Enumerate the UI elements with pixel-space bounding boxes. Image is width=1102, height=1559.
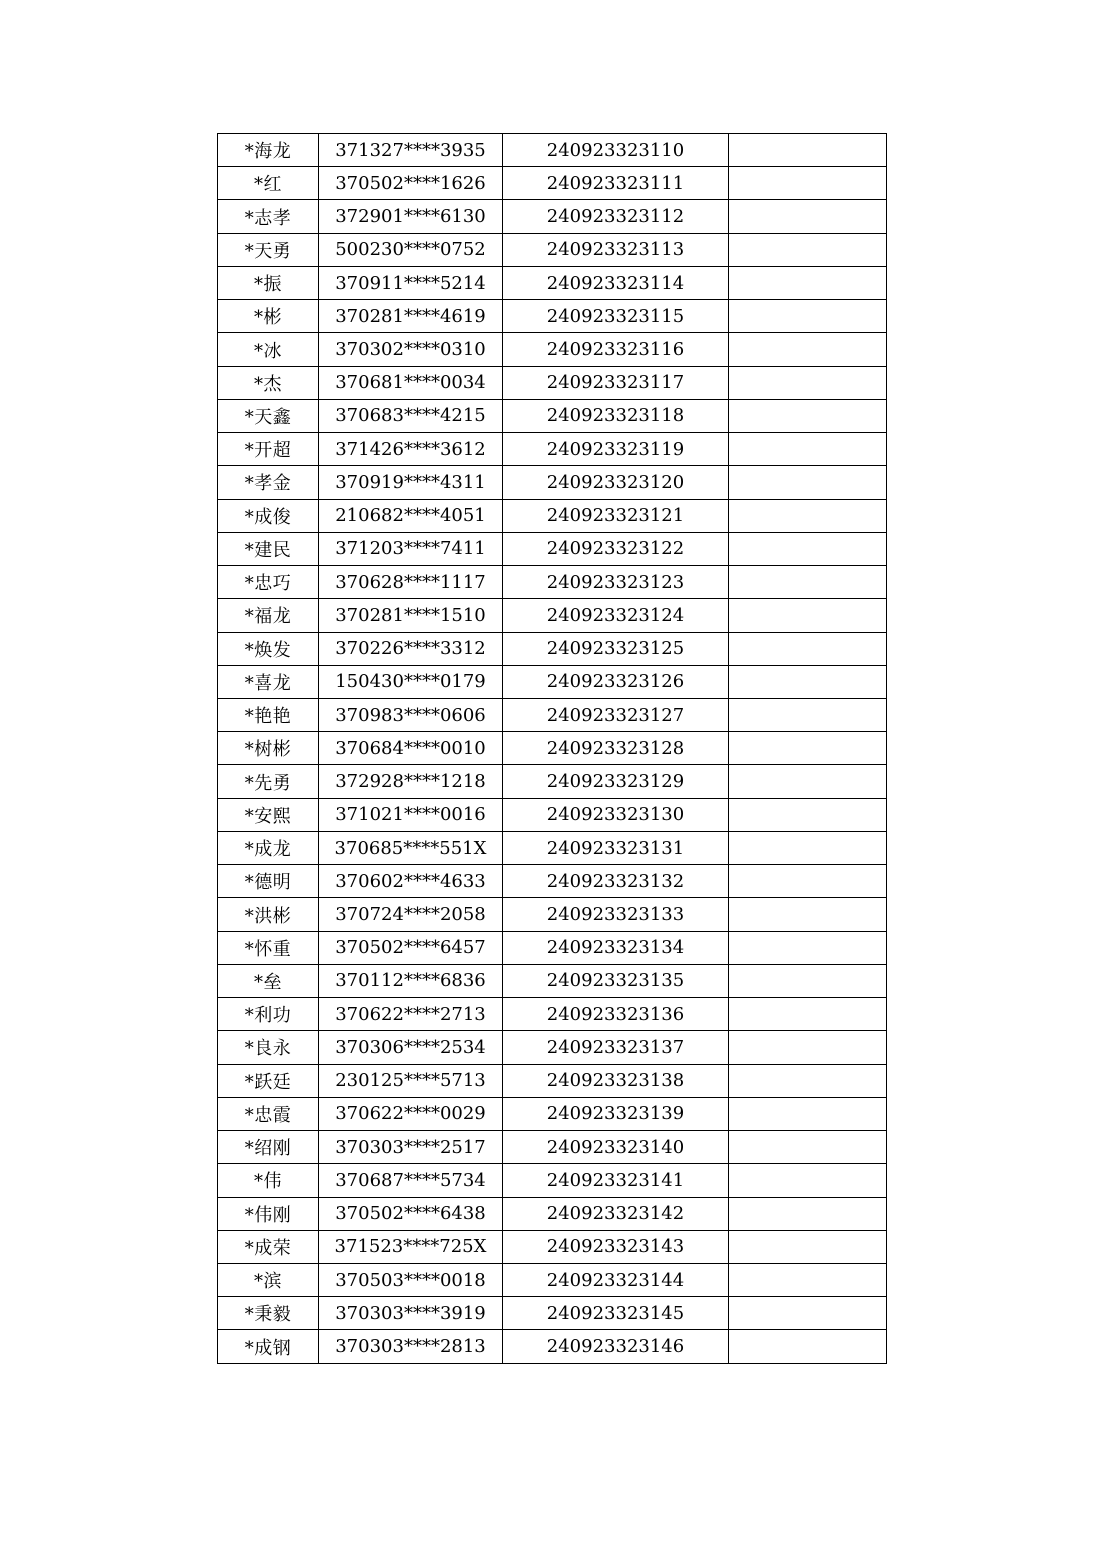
id-number-cell: 370302****0310	[319, 333, 503, 366]
table-row	[218, 1197, 887, 1230]
name-cell: *忠霞	[218, 1097, 319, 1130]
note-cell	[729, 831, 887, 864]
cert-number-cell: 240923323125	[503, 632, 729, 665]
note-cell	[729, 798, 887, 831]
note-cell	[729, 1263, 887, 1296]
table-row	[218, 599, 887, 632]
cert-number-cell: 240923323119	[503, 433, 729, 466]
table-row	[218, 898, 887, 931]
table-row	[218, 266, 887, 299]
id-number-cell: 371203****7411	[319, 532, 503, 565]
id-number-cell: 371021****0016	[319, 798, 503, 831]
table-row	[218, 964, 887, 997]
id-number-cell: 370911****5214	[319, 266, 503, 299]
id-number-cell: 370502****6457	[319, 931, 503, 964]
name-cell: *彬	[218, 300, 319, 333]
cert-number-cell: 240923323137	[503, 1031, 729, 1064]
table-row	[218, 1164, 887, 1197]
cert-number-cell: 240923323111	[503, 167, 729, 200]
name-cell: *伟	[218, 1164, 319, 1197]
name-cell: *开超	[218, 433, 319, 466]
cert-number-cell: 240923323118	[503, 399, 729, 432]
cert-number-cell: 240923323129	[503, 765, 729, 798]
name-cell: *跃廷	[218, 1064, 319, 1097]
cert-number-cell: 240923323110	[503, 134, 729, 167]
name-cell: *秉毅	[218, 1297, 319, 1330]
table-row	[218, 333, 887, 366]
table-row	[218, 233, 887, 266]
id-number-cell: 370602****4633	[319, 865, 503, 898]
note-cell	[729, 1297, 887, 1330]
id-number-cell: 370622****0029	[319, 1097, 503, 1130]
name-cell: *焕发	[218, 632, 319, 665]
name-cell: *滨	[218, 1263, 319, 1296]
table-row	[218, 134, 887, 167]
cert-number-cell: 240923323140	[503, 1131, 729, 1164]
note-cell	[729, 200, 887, 233]
name-cell: *志孝	[218, 200, 319, 233]
id-number-cell: 372901****6130	[319, 200, 503, 233]
name-cell: *安熙	[218, 798, 319, 831]
note-cell	[729, 865, 887, 898]
name-cell: *天鑫	[218, 399, 319, 432]
cert-number-cell: 240923323134	[503, 931, 729, 964]
table-row	[218, 1330, 887, 1363]
note-cell	[729, 499, 887, 532]
name-cell: *红	[218, 167, 319, 200]
name-cell: *德明	[218, 865, 319, 898]
table-row	[218, 931, 887, 964]
table-row	[218, 1064, 887, 1097]
cert-number-cell: 240923323113	[503, 233, 729, 266]
note-cell	[729, 1131, 887, 1164]
note-cell	[729, 599, 887, 632]
id-number-cell: 370622****2713	[319, 998, 503, 1031]
id-number-cell: 370503****0018	[319, 1263, 503, 1296]
cert-number-cell: 240923323139	[503, 1097, 729, 1130]
cert-number-cell: 240923323136	[503, 998, 729, 1031]
name-cell: *艳艳	[218, 698, 319, 731]
name-cell: *孝金	[218, 466, 319, 499]
table-row	[218, 167, 887, 200]
cert-number-cell: 240923323112	[503, 200, 729, 233]
note-cell	[729, 566, 887, 599]
name-cell: *振	[218, 266, 319, 299]
note-cell	[729, 266, 887, 299]
note-cell	[729, 366, 887, 399]
id-number-cell: 370687****5734	[319, 1164, 503, 1197]
name-cell: *冰	[218, 333, 319, 366]
cert-number-cell: 240923323130	[503, 798, 729, 831]
id-number-cell: 370502****1626	[319, 167, 503, 200]
id-number-cell: 372928****1218	[319, 765, 503, 798]
cert-number-cell: 240923323126	[503, 665, 729, 698]
name-cell: *杰	[218, 366, 319, 399]
table-row	[218, 698, 887, 731]
id-number-cell: 210682****4051	[319, 499, 503, 532]
cert-number-cell: 240923323145	[503, 1297, 729, 1330]
cert-number-cell: 240923323141	[503, 1164, 729, 1197]
cert-number-cell: 240923323123	[503, 566, 729, 599]
table-row	[218, 1263, 887, 1296]
note-cell	[729, 1031, 887, 1064]
cert-number-cell: 240923323143	[503, 1230, 729, 1263]
table-row	[218, 865, 887, 898]
table-row	[218, 1131, 887, 1164]
name-cell: *利功	[218, 998, 319, 1031]
name-cell: *海龙	[218, 134, 319, 167]
note-cell	[729, 333, 887, 366]
table-row	[218, 1031, 887, 1064]
name-cell: *良永	[218, 1031, 319, 1064]
cert-number-cell: 240923323124	[503, 599, 729, 632]
table-row	[218, 831, 887, 864]
table-row	[218, 366, 887, 399]
id-number-cell: 370502****6438	[319, 1197, 503, 1230]
cert-number-cell: 240923323146	[503, 1330, 729, 1363]
id-number-cell: 370303****2813	[319, 1330, 503, 1363]
table-row	[218, 466, 887, 499]
table-row	[218, 1097, 887, 1130]
table-row	[218, 200, 887, 233]
note-cell	[729, 399, 887, 432]
table-row	[218, 532, 887, 565]
table-row	[218, 798, 887, 831]
note-cell	[729, 1230, 887, 1263]
id-number-cell: 150430****0179	[319, 665, 503, 698]
roster-table-body	[218, 134, 887, 1364]
note-cell	[729, 698, 887, 731]
name-cell: *成荣	[218, 1230, 319, 1263]
cert-number-cell: 240923323132	[503, 865, 729, 898]
cert-number-cell: 240923323117	[503, 366, 729, 399]
name-cell: *忠巧	[218, 566, 319, 599]
name-cell: *怀重	[218, 931, 319, 964]
id-number-cell: 500230****0752	[319, 233, 503, 266]
id-number-cell: 370684****0010	[319, 732, 503, 765]
cert-number-cell: 240923323115	[503, 300, 729, 333]
id-number-cell: 370983****0606	[319, 698, 503, 731]
name-cell: *伟刚	[218, 1197, 319, 1230]
cert-number-cell: 240923323114	[503, 266, 729, 299]
id-number-cell: 370281****4619	[319, 300, 503, 333]
name-cell: *垒	[218, 964, 319, 997]
id-number-cell: 370628****1117	[319, 566, 503, 599]
table-row	[218, 566, 887, 599]
note-cell	[729, 665, 887, 698]
note-cell	[729, 1197, 887, 1230]
note-cell	[729, 898, 887, 931]
id-number-cell: 370303****2517	[319, 1131, 503, 1164]
note-cell	[729, 964, 887, 997]
table-row	[218, 300, 887, 333]
name-cell: *洪彬	[218, 898, 319, 931]
id-number-cell: 370724****2058	[319, 898, 503, 931]
id-number-cell: 370919****4311	[319, 466, 503, 499]
note-cell	[729, 1097, 887, 1130]
cert-number-cell: 240923323120	[503, 466, 729, 499]
table-row	[218, 765, 887, 798]
cert-number-cell: 240923323122	[503, 532, 729, 565]
name-cell: *福龙	[218, 599, 319, 632]
id-number-cell: 371426****3612	[319, 433, 503, 466]
note-cell	[729, 732, 887, 765]
cert-number-cell: 240923323133	[503, 898, 729, 931]
id-number-cell: 370683****4215	[319, 399, 503, 432]
cert-number-cell: 240923323116	[503, 333, 729, 366]
note-cell	[729, 998, 887, 1031]
roster-table	[217, 133, 887, 1364]
id-number-cell: 370226****3312	[319, 632, 503, 665]
id-number-cell: 370281****1510	[319, 599, 503, 632]
cert-number-cell: 240923323135	[503, 964, 729, 997]
note-cell	[729, 300, 887, 333]
table-row	[218, 399, 887, 432]
name-cell: *喜龙	[218, 665, 319, 698]
name-cell: *建民	[218, 532, 319, 565]
id-number-cell: 370303****3919	[319, 1297, 503, 1330]
name-cell: *天勇	[218, 233, 319, 266]
name-cell: *成钢	[218, 1330, 319, 1363]
note-cell	[729, 1064, 887, 1097]
note-cell	[729, 433, 887, 466]
note-cell	[729, 167, 887, 200]
id-number-cell: 371327****3935	[319, 134, 503, 167]
id-number-cell: 370112****6836	[319, 964, 503, 997]
name-cell: *先勇	[218, 765, 319, 798]
cert-number-cell: 240923323142	[503, 1197, 729, 1230]
table-row	[218, 1297, 887, 1330]
note-cell	[729, 532, 887, 565]
table-row	[218, 998, 887, 1031]
table-row	[218, 665, 887, 698]
table-row	[218, 632, 887, 665]
name-cell: *成俊	[218, 499, 319, 532]
cert-number-cell: 240923323128	[503, 732, 729, 765]
note-cell	[729, 1330, 887, 1363]
note-cell	[729, 765, 887, 798]
id-number-cell: 230125****5713	[319, 1064, 503, 1097]
table-row	[218, 499, 887, 532]
cert-number-cell: 240923323121	[503, 499, 729, 532]
note-cell	[729, 632, 887, 665]
name-cell: *绍刚	[218, 1131, 319, 1164]
note-cell	[729, 931, 887, 964]
cert-number-cell: 240923323144	[503, 1263, 729, 1296]
name-cell: *成龙	[218, 831, 319, 864]
id-number-cell: 370681****0034	[319, 366, 503, 399]
name-cell: *树彬	[218, 732, 319, 765]
table-row	[218, 1230, 887, 1263]
table-row	[218, 433, 887, 466]
table-row	[218, 732, 887, 765]
note-cell	[729, 466, 887, 499]
note-cell	[729, 233, 887, 266]
cert-number-cell: 240923323138	[503, 1064, 729, 1097]
id-number-cell: 371523****725X	[319, 1230, 503, 1263]
cert-number-cell: 240923323131	[503, 831, 729, 864]
id-number-cell: 370685****551X	[319, 831, 503, 864]
note-cell	[729, 134, 887, 167]
id-number-cell: 370306****2534	[319, 1031, 503, 1064]
cert-number-cell: 240923323127	[503, 698, 729, 731]
note-cell	[729, 1164, 887, 1197]
